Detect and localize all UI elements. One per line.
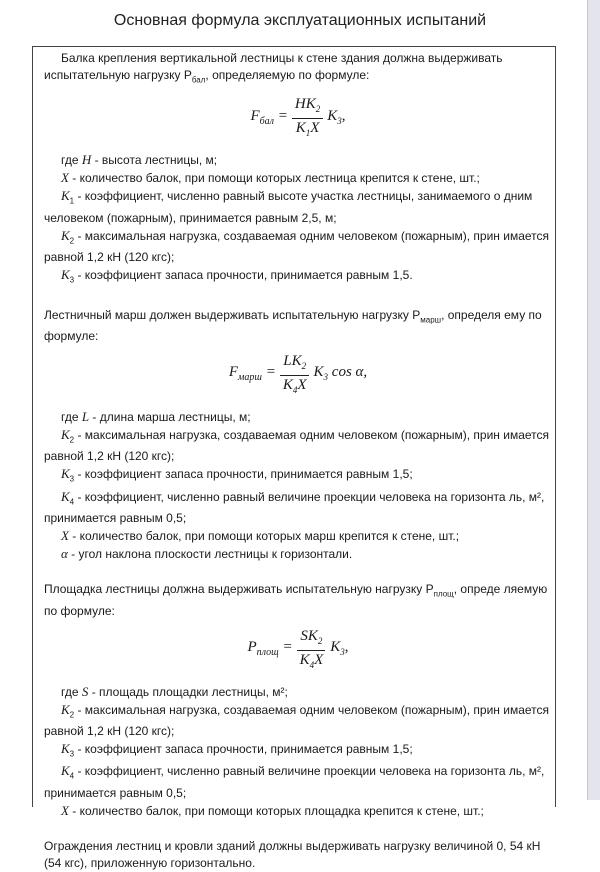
definition-item: $K_3$ - коэффициент запаса прочности, принимается равным 1,5; [61,740,413,759]
definition-item: $K_2$ - максимальная нагрузка, создаваемая одним человеком (пожарным), прин имается равной 1,2 кН (120 кгс); [44,426,550,464]
railing-note: Ограждения лестниц и кровли зданий должны выдерживать нагрузку величиной 0, 54 кН (54 кгс), приложенную горизонтально. [44,838,541,870]
march-formula: $F_{марш}$ = $\frac{LK_2}{K_4X}$ $K_3$ cos α, [228,352,368,395]
march-intro: Лестничный марш должен выдерживать испытательную нагрузку $P_{марш}$, определя ему по формуле: [44,307,542,343]
page-edge-bar [587,0,600,800]
beam-intro: Балка крепления вертикальной лестницы к стене здания должна выдерживать испытательную нагрузку $P_{бал}$, определяемую по формуле: [44,51,503,85]
definition-item: где H - высота лестницы, м; [61,152,218,168]
platform-intro: Площадка лестницы должна выдерживать испытательную нагрузку $P_{площ}$, опреде ляемую по формуле: [44,582,548,618]
definition-item: $K_3$ - коэффициент запаса прочности, принимается равным 1,5. [61,267,413,285]
definition-item: $K_2$ - максимальная нагрузка, создаваемая одним человеком (пожарным), прин имается равной 1,2 кН (120 кгс); [44,227,550,265]
definition-item: $K_4$ - коэффициент, численно равный величине проекции человека на горизонта ль, м², принимается равным 0,5; [44,763,545,800]
platform-formula: $P_{площ}$ = $\frac{SK_2}{K_4X}$ $K_3$, [247,627,349,670]
definition-item: α - угол наклона плоскости лестницы к горизонтали. [61,546,353,562]
definition-item: X - количество балок, при помощи которых лестница крепится к стене, шт.; [61,170,480,186]
definition-item: $K_4$ - коэффициент, численно равный величине проекции человека на горизонта ль, м², принимается равным 0,5; [44,488,545,526]
definition-item: где L - длина марша лестницы, м; [61,408,251,424]
definition-item: $K_2$ - максимальная нагрузка, создаваемая одним человеком (пожарным), прин имается равной 1,2 кН (120 кгс); [44,701,550,738]
page-title: Основная формула эксплуатационных испытаний [113,12,487,29]
definition-item: где S - площадь площадки лестницы, м²; [61,683,288,699]
definition-item: X - количество балок, при помощи которых марш крепится к стене, шт.; [61,528,460,544]
definition-item: $K_1$ - коэффициент, численно равный высоте участка лестницы, занимаемого о дним человеком (пожарным), принимается равным 2,5, м; [44,188,533,225]
definition-item: $K_3$ - коэффициент запаса прочности, принимается равным 1,5; [61,466,413,484]
beam-formula: $F_{бал}$ = $\frac{HK_2}{K_1X}$ $K_3$, [250,96,346,139]
definition-item: X - количество балок, при помощи которых площадка крепится к стене, шт.; [61,802,484,818]
document-body [44,50,552,872]
